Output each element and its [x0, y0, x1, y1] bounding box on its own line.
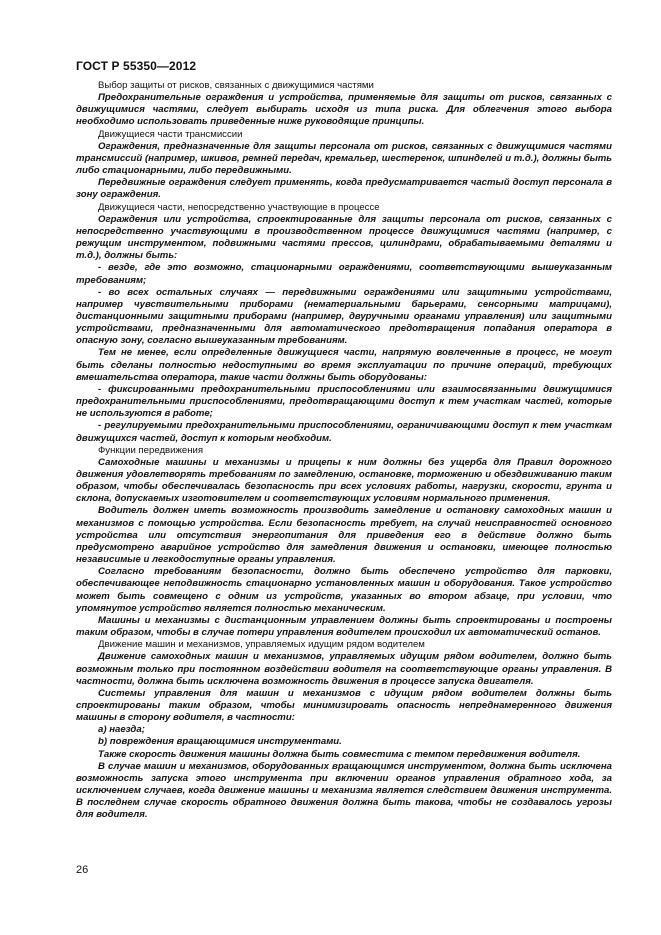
section-heading: Движущиеся части трансмиссии [98, 128, 243, 140]
paragraph: Движение самоходных машин и механизмов, управляемых идущим рядом водителем, должно быть возможным только при постоянном воздействии водителя на соответствующие органы управления. В частности, должна быть исключена возможность движения в процессе запуска двигателя. [76, 651, 612, 687]
list-item: - везде, где это возможно, стационарными ограждениями, соответствующими вышеуказанным требованиям; [76, 262, 612, 286]
section-heading: Выбор защиты от рисков, связанных с движущимися частями [98, 80, 374, 91]
document-body [76, 80, 612, 822]
page-number: 26 [76, 864, 89, 876]
section-heading: Функции передвижения [98, 444, 204, 456]
paragraph: Ограждения, предназначенные для защиты персонала от рисков, связанных с движущимися частями трансмиссий (например, шкивов, ремней передач, кремальер, шестеренок, шпинделей и т.д.), должны быть либо стационарными, либо передвижными. [76, 140, 612, 177]
paragraph: Предохранительные ограждения и устройства, применяемые для защиты от рисков, связанных с движущимися частями, следует выбирать исходя из типа риска. Для облегчения этого выбора необходимо использовать приведенные ниже руководящие принципы. [76, 92, 612, 128]
paragraph: Самоходные машины и механизмы и прицепы к ним должны без ущерба для Правил дорожного движения удовлетворять требованиям по замедлению, остановке, торможению и обездвиживанию таким образом, чтобы обеспечивалась безопасность при всех условиях работы, нагрузки, скорости, грунта и склона, допускаемых изготовителем и соответствующих условиям нормального применения. [76, 456, 612, 505]
list-item: - фиксированными предохранительными приспособлениями или взаимосвязанными движущимися предохранительными приспособлениями, предотвращающими доступ к тем участкам частей, которые не используются в работе; [76, 383, 612, 420]
paragraph: Согласно требованиям безопасности, должно быть обеспечено устройство для парковки, обеспечивающее неподвижность стационарно установленных машин и оборудования. Такое устройство может быть совмещено с одним из устройств, указанных во втором абзаце, при условии, что упомянутое устройство является полностью механическим. [76, 566, 612, 614]
list-item: - регулируемыми предохранительными приспособлениями, ограничивающими доступ к тем участкам движущихся частей, доступ к которым необходим. [76, 420, 612, 444]
paragraph: Передвижные ограждения следует применять, когда предусматривается частый доступ персонала в зону ограждения. [76, 177, 612, 201]
section-heading: Движущиеся части, непосредственно участвующие в процессе [98, 201, 380, 213]
section-heading: Движение машин и механизмов, управляемых идущим рядом водителем [98, 639, 425, 651]
paragraph: Водитель должен иметь возможность производить замедление и остановку самоходных машин и механизмов с помощью устройства. Если безопасность требует, на случай неисправностей основного устройства или отсутствия энергопитания для приведения его в действие должно быть предусмотрено аварийное устройство для замедления движения и остановки, имеющее полностью независимые и легкодоступные органы управления. [76, 505, 612, 566]
standard-title: ГОСТ Р 55350—2012 [76, 59, 197, 73]
list-item: - во всех остальных случаях — передвижными ограждениями или защитными устройствами, например чувствительными приборами (нематериальными барьерами, сенсорными матрицами), дистанционными защитными приборами (например, двуручными органами управления) или защитными устройствами, предназначенными для автоматического предотвращения попадания оператора в опасную зону, согласно вышеуказанным требованиям. [76, 286, 612, 347]
paragraph: Машины и механизмы с дистанционным управлением должны быть спроектированы и построены таким образом, чтобы в случае потери управления водителем происходил их автоматический останов. [76, 614, 612, 639]
paragraph: Также скорость движения машины должна быть совместима с темпом передвижения водителя. [98, 748, 581, 760]
list-item: b) повреждения вращающимися инструментами. [98, 736, 342, 748]
paragraph: Тем не менее, если определенные движущиеся части, напрямую вовлеченные в процесс, не могут быть сделаны полностью недоступными во время эксплуатации по причине операций, требующих вмешательства оператора, такие части должны быть оборудованы: [76, 347, 612, 383]
paragraph: Ограждения или устройства, спроектированные для защиты персонала от рисков, связанных с непосредственно участвующими в производственном процессе движущимися частями (например, с режущим инструментом, подвижными частями прессов, цилиндрами, обрабатываемыми деталями и т.д.), должны быть: [76, 213, 612, 262]
paragraph: Системы управления для машин и механизмов с идущим рядом водителем должны быть спроектированы таким образом, чтобы минимизировать опасность непреднамеренного движения машины в сторону водителя, в частности: [76, 687, 612, 724]
paragraph: В случае машин и механизмов, оборудованных вращающимся инструментом, должна быть исключена возможность запуска этого инструмента при включении органов управления обратного хода, за исключением случаев, когда движение машины и механизма является следствием движения инструмента. В последнем случае скорость обратного движения должна быть такова, чтобы не создавалось угрозы для водителя. [76, 760, 612, 821]
list-item: а) наезда; [98, 724, 145, 736]
